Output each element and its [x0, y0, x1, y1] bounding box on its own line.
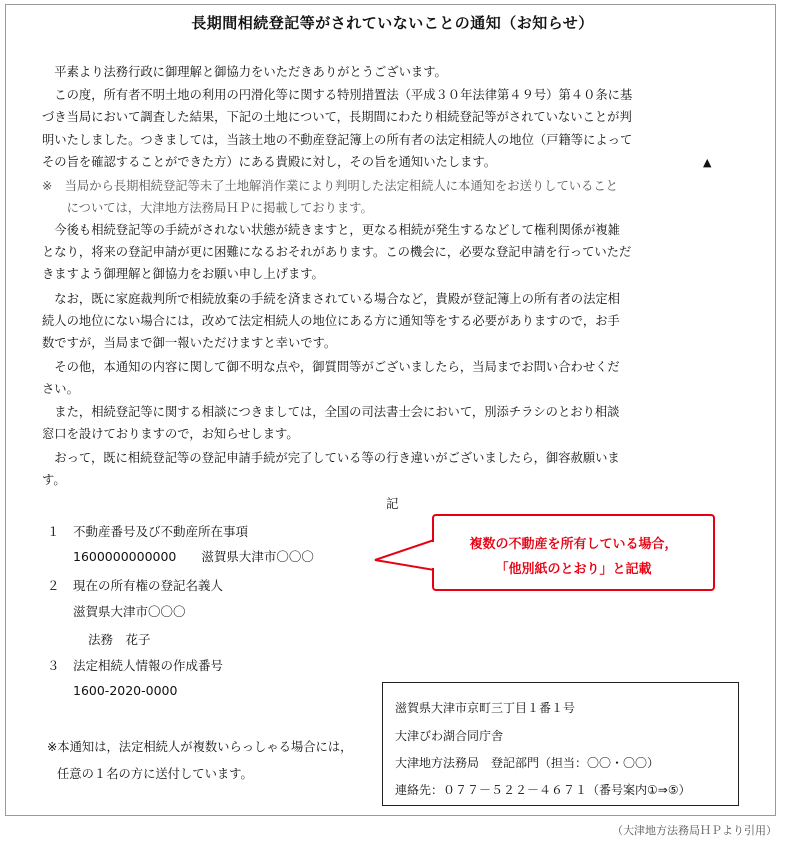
paragraph-line: 明いたしました。つきましては，当該土地の不動産登記簿上の所有者の法定相続人の地位（戸籍等によって — [42, 133, 633, 147]
address-line-3: 大津地方法務局 登記部門（担当：〇〇・〇〇） — [395, 756, 660, 770]
address-line-1: 滋賀県大津市京町三丁目１番１号 — [395, 701, 576, 715]
note-line: については，大津地方法務局ＨＰに掲載しております。 — [42, 201, 373, 215]
item-2-name: 法務 花子 — [88, 632, 151, 647]
item-3-label: 法定相続人情報の作成番号 — [73, 658, 224, 673]
item-2-label: 現在の所有権の登記名義人 — [73, 578, 224, 593]
item-1-number: １ — [47, 524, 60, 539]
item-2-address: 滋賀県大津市〇〇〇 — [73, 604, 186, 619]
source-citation: （大津地方法務局ＨＰより引用） — [612, 824, 777, 837]
callout-line-2: 「他別紙のとおり」と記載 — [495, 562, 652, 577]
item-2-number: ２ — [47, 578, 60, 593]
paragraph-line: その他，本通知の内容に関して御不明な点や，御質問等がございましたら，当局までお問い合わせくだ — [42, 360, 620, 374]
paragraph-line: す。 — [42, 473, 66, 487]
item-1-value: 1600000000000 滋賀県大津市〇〇〇 — [73, 549, 314, 564]
item-3-number: ３ — [47, 658, 60, 673]
paragraph-line: 今後も相続登記等の手続がされない状態が続きますと，更なる相続が発生するなどして権利関係が複雑 — [42, 223, 620, 237]
paragraph-line: となり，将来の登記申請が更に困難になるおそれがあります。この機会に，必要な登記申請を行っていただ — [42, 245, 632, 259]
paragraph-line: 数ですが，当局まで御一報いただけますと幸いです。 — [42, 336, 337, 350]
callout-line-1: 複数の不動産を所有している場合， — [469, 537, 678, 552]
triangle-mark: ▲ — [703, 156, 712, 169]
contact-phone: 連絡先：０７７－５２２－４６７１（番号案内①⇒⑤） — [395, 783, 691, 797]
paragraph-line: づき当局において調査した結果，下記の土地について，長期間にわたり相続登記等がされていないことが判 — [42, 110, 632, 124]
item-3-value: 1600-2020-0000 — [73, 683, 178, 698]
address-line-2: 大津びわ湖合同庁舎 — [395, 729, 504, 743]
paragraph-line: その旨を確認することができた方）にある貴殿に対し，その旨を通知いたします。 — [42, 155, 497, 169]
callout-box — [432, 514, 715, 591]
footnote-line-1: ※本通知は，法定相続人が複数いらっしゃる場合には， — [47, 740, 353, 754]
item-1-label: 不動産番号及び不動産所在事項 — [73, 524, 249, 539]
paragraph-line: 窓口を設けておりますので，お知らせします。 — [42, 427, 299, 441]
paragraph-line: この度，所有者不明土地の利用の円滑化等に関する特別措置法（平成３０年法律第４９号）第４０条に基 — [42, 88, 633, 102]
paragraph-line: さい。 — [42, 382, 79, 396]
contact-address-box — [382, 682, 739, 806]
paragraph-line: 平素より法務行政に御理解と御協力をいただきありがとうございます。 — [42, 65, 447, 79]
paragraph-line: 続人の地位にない場合には，改めて法定相続人の地位にある方に通知等をする必要がありますので，お手 — [42, 314, 620, 328]
ki-heading: 記 — [386, 496, 399, 511]
paragraph-line: きますよう御理解と御協力をお願い申し上げます。 — [42, 267, 324, 281]
footnote-line-2: 任意の１名の方に送付しています。 — [57, 767, 253, 781]
paragraph-line: また，相続登記等に関する相談につきましては，全国の司法書士会において，別添チラシのとおり相談 — [42, 405, 620, 419]
note-line: ※ 当局から長期相続登記等未了土地解消作業により判明した法定相続人に本通知をお送りしていること — [42, 179, 618, 193]
paragraph-line: おって，既に相続登記等の登記申請手続が完了している等の行き違いがございましたら，御容赦願いま — [42, 451, 620, 465]
document-title: 長期間相続登記等がされていないことの通知（お知らせ） — [191, 14, 594, 32]
paragraph-line: なお，既に家庭裁判所で相続放棄の手続を済まされている場合など，貴殿が登記簿上の所有者の法定相 — [42, 292, 620, 306]
